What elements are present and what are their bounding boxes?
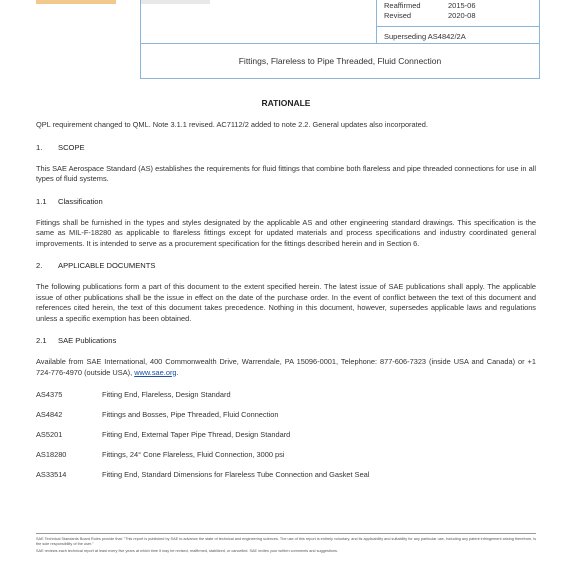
sae-website-link[interactable]: www.sae.org <box>134 367 177 377</box>
section-heading: 1.1 Classification <box>36 196 103 206</box>
section-text: This SAE Aerospace Standard (AS) establishes the requirements for fluid fittings that combine both flareless and pipe threaded connections for use in all types of fluid systems. <box>36 163 536 183</box>
section-heading: 1. SCOPE <box>36 142 85 152</box>
document-body <box>36 98 536 490</box>
section-text: Available from SAE International, 400 Commonwealth Drive, Warrendale, PA 15096-0001, Telephone: 877-606-7323 (inside USA and Canada) or +1 724-776-4970 (outside USA), www.sae.org. <box>36 357 536 377</box>
superseding-note: Superseding AS4842/2A <box>384 32 466 41</box>
document-title: Fittings, Flareless to Pipe Threaded, Fluid Connection <box>140 43 540 79</box>
reaffirmed-row <box>384 1 476 10</box>
footer-divider <box>36 533 536 534</box>
divider <box>376 26 539 27</box>
footer-text: SAE Technical Standards Board Rules provide that: "This report is published by SAE to advance the state of technical and engineering sciences. The use of this report is entirely voluntary, and its applicability and suitability for any particular use, including any patent infringement arising therefrom, is the sole responsibility of the user." <box>36 537 536 546</box>
reaffirmed-label: Reaffirmed <box>384 1 421 10</box>
section-text: The following publications form a part of this document to the extent specified herein. The latest issue of SAE publications shall apply. The applicable issue of other publications shall be the issue in effect on the date of the purchase order. In the event of conflict between the text of this document and references cited herein, the text of this document takes precedence. Nothing in this document, however, supersedes applicable laws and regulations unless a specific exemption has been obtained. <box>36 282 536 323</box>
revised-value: 2020-08 <box>448 11 476 20</box>
section-text: Fittings shall be furnished in the types and styles designated by the applicable AS and other engineering standard drawings. This specification is the same as MIL-F-18280 as applicable to flareless fittings except for updated materials and process specifications and industry coordinated general improvements. It is intended to serve as a procurement specification for the fittings described herein and in Section 6. <box>36 217 536 248</box>
sae-logo <box>36 0 116 4</box>
reference-code: AS33514 <box>36 470 67 479</box>
reference-item <box>36 450 536 459</box>
document-info-box <box>140 0 540 44</box>
reference-item <box>36 470 536 479</box>
reference-item <box>36 410 536 419</box>
reference-description: Fittings and Bosses, Pipe Threaded, Fluid Connection <box>102 410 279 419</box>
footer <box>36 537 536 556</box>
reference-code: AS4375 <box>36 390 63 399</box>
section-heading: 2. APPLICABLE DOCUMENTS <box>36 261 156 270</box>
reaffirmed-value: 2015-06 <box>448 1 476 10</box>
reference-item <box>36 390 536 399</box>
rationale-heading: RATIONALE <box>261 98 311 108</box>
rationale-text: QPL requirement changed to QML. Note 3.1.1 revised. AC7112/2 added to note 2.2. General updates also incorporated. <box>36 120 428 129</box>
revised-row <box>384 11 476 20</box>
footer-text: SAE reviews each technical report at least every five years at which time it may be revised, reaffirmed, stabilized, or cancelled. SAE invites your written comments and suggestions. <box>36 549 338 553</box>
divider <box>376 0 377 43</box>
reference-code: AS5201 <box>36 430 63 439</box>
reference-item <box>36 430 536 439</box>
section-heading: 2.1 SAE Publications <box>36 336 117 345</box>
reference-description: Fitting End, External Taper Pipe Thread, Design Standard <box>102 430 291 439</box>
reference-list <box>36 390 536 479</box>
reference-code: AS4842 <box>36 410 63 419</box>
reference-description: Fitting End, Flareless, Design Standard <box>102 390 231 399</box>
reference-code: AS18280 <box>36 450 67 459</box>
reference-description: Fitting End, Standard Dimensions for Flareless Tube Connection and Gasket Seal <box>102 470 370 479</box>
reference-description: Fittings, 24° Cone Flareless, Fluid Connection, 3000 psi <box>102 450 285 459</box>
revised-label: Revised <box>384 11 412 20</box>
